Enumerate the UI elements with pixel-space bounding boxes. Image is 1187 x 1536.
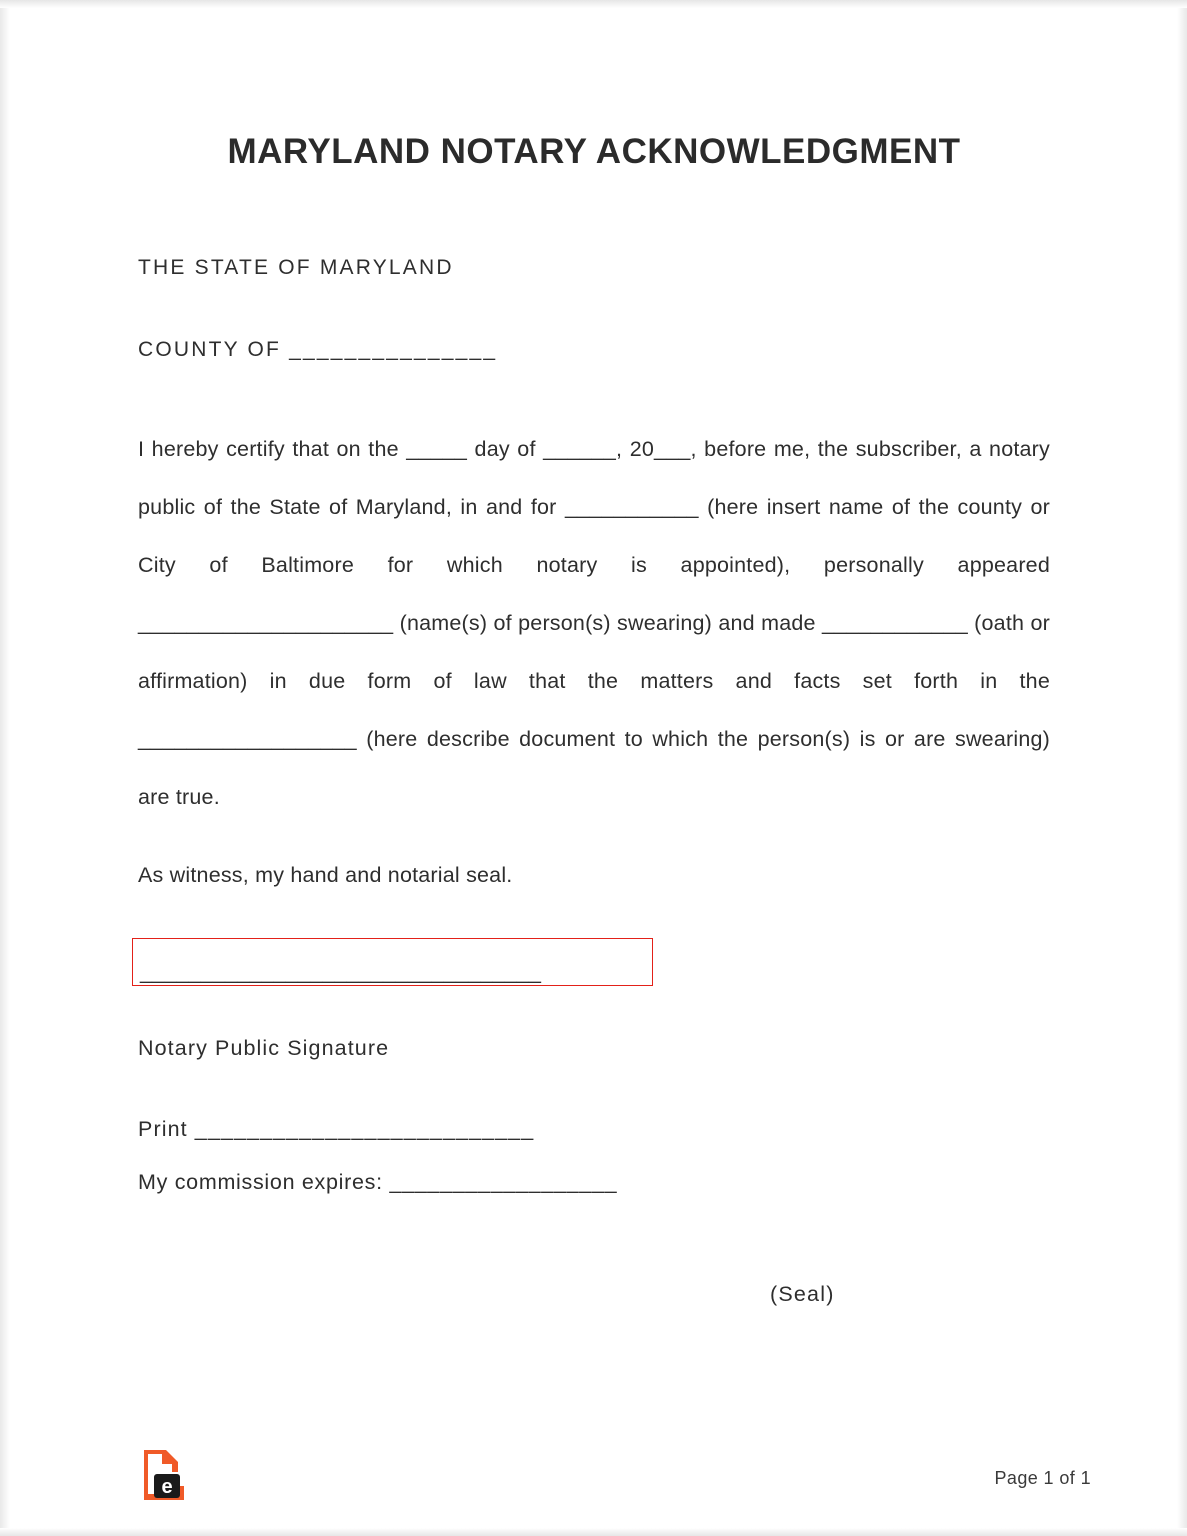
page-title: MARYLAND NOTARY ACKNOWLEDGMENT <box>227 132 961 171</box>
state-line: THE STATE OF MARYLAND <box>138 256 454 279</box>
page-edge-bottom <box>0 1528 1187 1536</box>
svg-text:e: e <box>161 1476 173 1498</box>
seal-label: (Seal) <box>770 1282 835 1306</box>
signature-label: Notary Public Signature <box>138 1036 390 1060</box>
county-line: COUNTY OF _______________ <box>138 338 498 361</box>
eforms-logo-icon <box>140 1448 184 1500</box>
signature-line[interactable]: _________________________________ <box>140 960 542 984</box>
document-body <box>138 256 1050 1195</box>
witness-line: As witness, my hand and notarial seal. <box>138 863 513 887</box>
print-name-line: Print __________________________ <box>138 1117 535 1141</box>
page-number: Page 1 of 1 <box>994 1468 1091 1488</box>
signature-field-wrap[interactable] <box>138 938 1050 990</box>
certification-paragraph: I hereby certify that on the _____ day of ______, 20___, before me, the subscriber, a notary public of the State of Maryland, in and for ___________ (here insert name of the county or City of Baltimore for which notary is appointed), personally appeared _____________________ (name(s) of person(s) swearing) and made ____________ (oath or affirmation) in due form of law that the matters and facts set forth in the __________________ (here describe document to which the person(s) is or are swearing) are true. <box>138 437 1050 809</box>
page-edge-left <box>0 0 10 1536</box>
document-content <box>138 0 1050 1195</box>
commission-expiry-line: My commission expires: __________________ <box>138 1170 618 1194</box>
page-edge-right <box>1177 0 1187 1536</box>
